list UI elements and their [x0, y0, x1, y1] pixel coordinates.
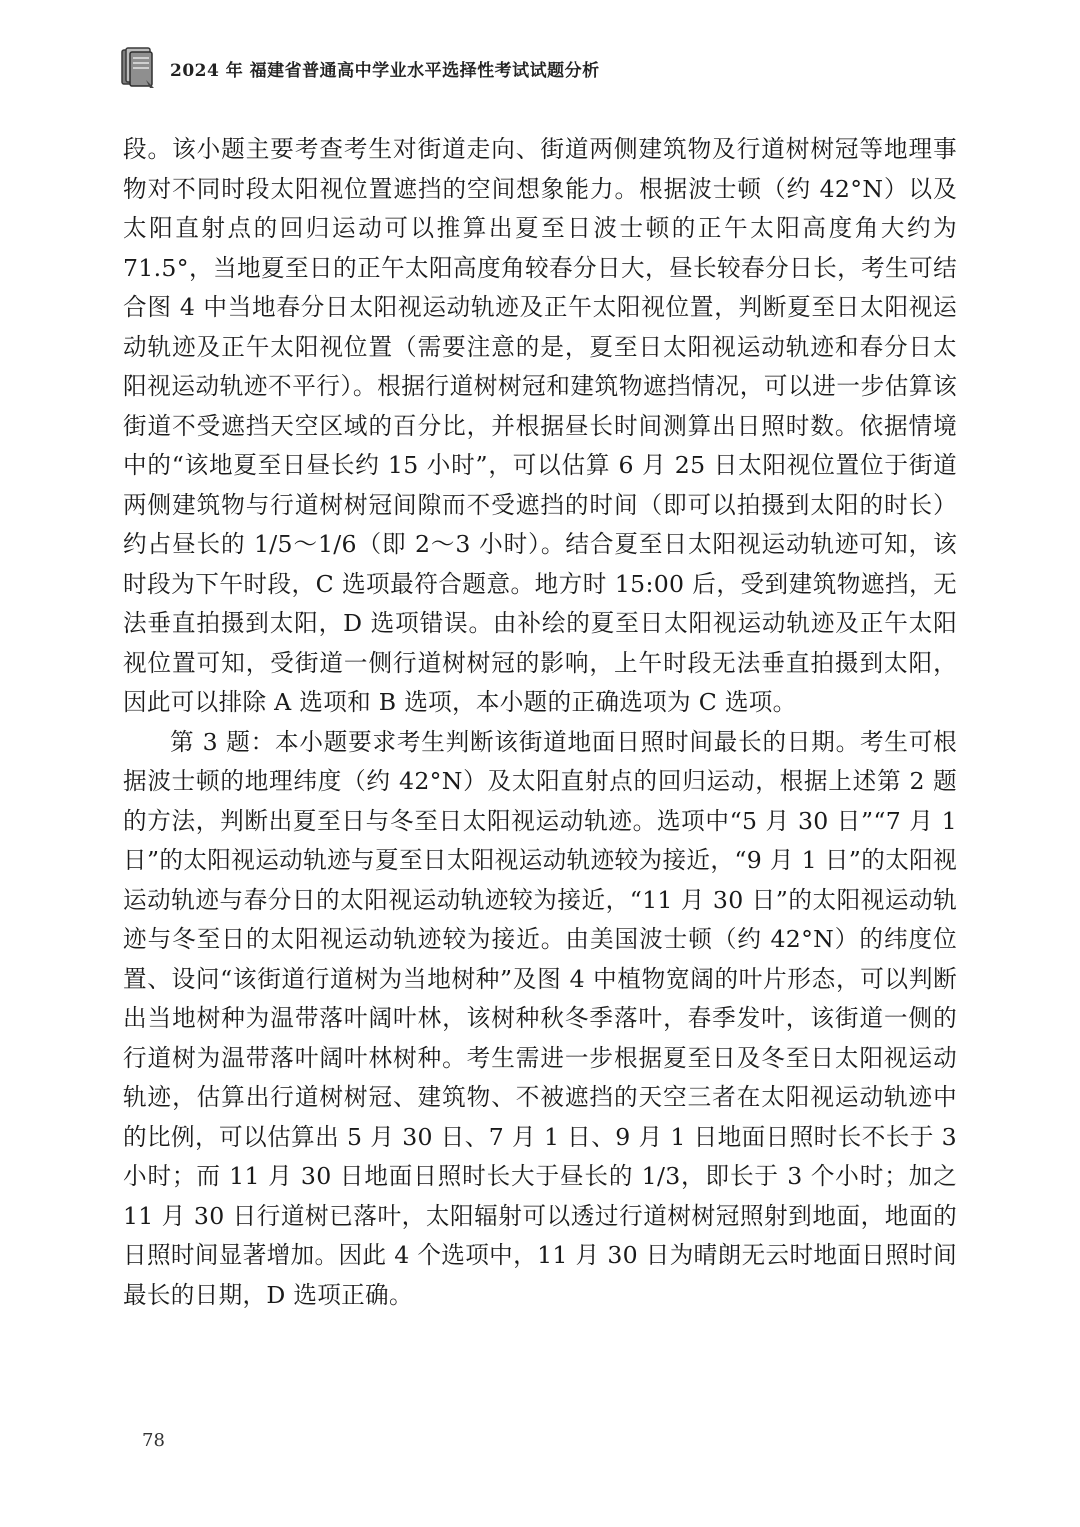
body-text — [123, 130, 957, 1315]
running-header-title: 2024 年 福建省普通高中学业水平选择性考试试题分析 — [170, 60, 600, 81]
paragraph-question-3: 第 3 题：本小题要求考生判断该街道地面日照时间最长的日期。考生可根据波士顿的地理纬度（约 42°N）及太阳直射点的回归运动，根据上述第 2 题的方法，判断出夏至日与冬至日太阳视运动轨迹。选项中“5 月 30 日”“7 月 1 日”的太阳视运动轨迹与夏至日太阳视运动轨迹较为接近，“9 月 1 日”的太阳视运动轨迹与春分日的太阳视运动轨迹较为接近，“11 月 30 日”的太阳视运动轨迹与冬至日的太阳视运动轨迹较为接近。由美国波士顿（约 42°N）的纬度位置、设问“该街道行道树为当地树种”及图 4 中植物宽阔的叶片形态，可以判断出当地树种为温带落叶阔叶林，该树种秋冬季落叶，春季发叶，该街道一侧的行道树为温带落叶阔叶林树种。考生需进一步根据夏至日及冬至日太阳视运动轨迹，估算出行道树树冠、建筑物、不被遮挡的天空三者在太阳视运动轨迹中的比例，可以估算出 5 月 30 日、7 月 1 日、9 月 1 日地面日照时长不长于 3 小时；而 11 月 30 日地面日照时长大于昼长的 1/3，即长于 3 个小时；加之 11 月 30 日行道树已落叶，太阳辐射可以透过行道树树冠照射到地面，地面的日照时间显著增加。因此 4 个选项中，11 月 30 日为晴朗无云时地面日照时间最长的日期，D 选项正确。 — [123, 727, 957, 1309]
page-header — [118, 40, 600, 96]
paragraph-continued: 段。该小题主要考查考生对街道走向、街道两侧建筑物及行道树树冠等地理事物对不同时段太阳视位置遮挡的空间想象能力。根据波士顿（约 42°N）以及太阳直射点的回归运动可以推算出夏至日波士顿的正午太阳高度角大约为 71.5°，当地夏至日的正午太阳高度角较春分日大，昼长较春分日长，考生可结合图 4 中当地春分日太阳视运动轨迹及正午太阳视位置，判断夏至日太阳视运动轨迹及正午太阳视位置（需要注意的是，夏至日太阳视运动轨迹和春分日太阳视运动轨迹不平行）。根据行道树树冠和建筑物遮挡情况，可以进一步估算该街道不受遮挡天空区域的百分比，并根据昼长时间测算出日照时数。依据情境中的“该地夏至日昼长约 15 小时”，可以估算 6 月 25 日太阳视位置位于街道两侧建筑物与行道树树冠间隙而不受遮挡的时间（即可以拍摄到太阳的时长）约占昼长的 1/5～1/6（即 2～3 小时）。结合夏至日太阳视运动轨迹可知，该时段为下午时段，C 选项最符合题意。地方时 15:00 后，受到建筑物遮挡，无法垂直拍摄到太阳，D 选项错误。由补绘的夏至日太阳视运动轨迹及正午太阳视位置可知，受街道一侧行道树树冠的影响，上午时段无法垂直拍摄到太阳，因此可以排除 A 选项和 B 选项，本小题的正确选项为 C 选项。 — [123, 135, 957, 716]
page-number: 78 — [142, 1430, 165, 1451]
book-stack-icon — [118, 46, 156, 90]
